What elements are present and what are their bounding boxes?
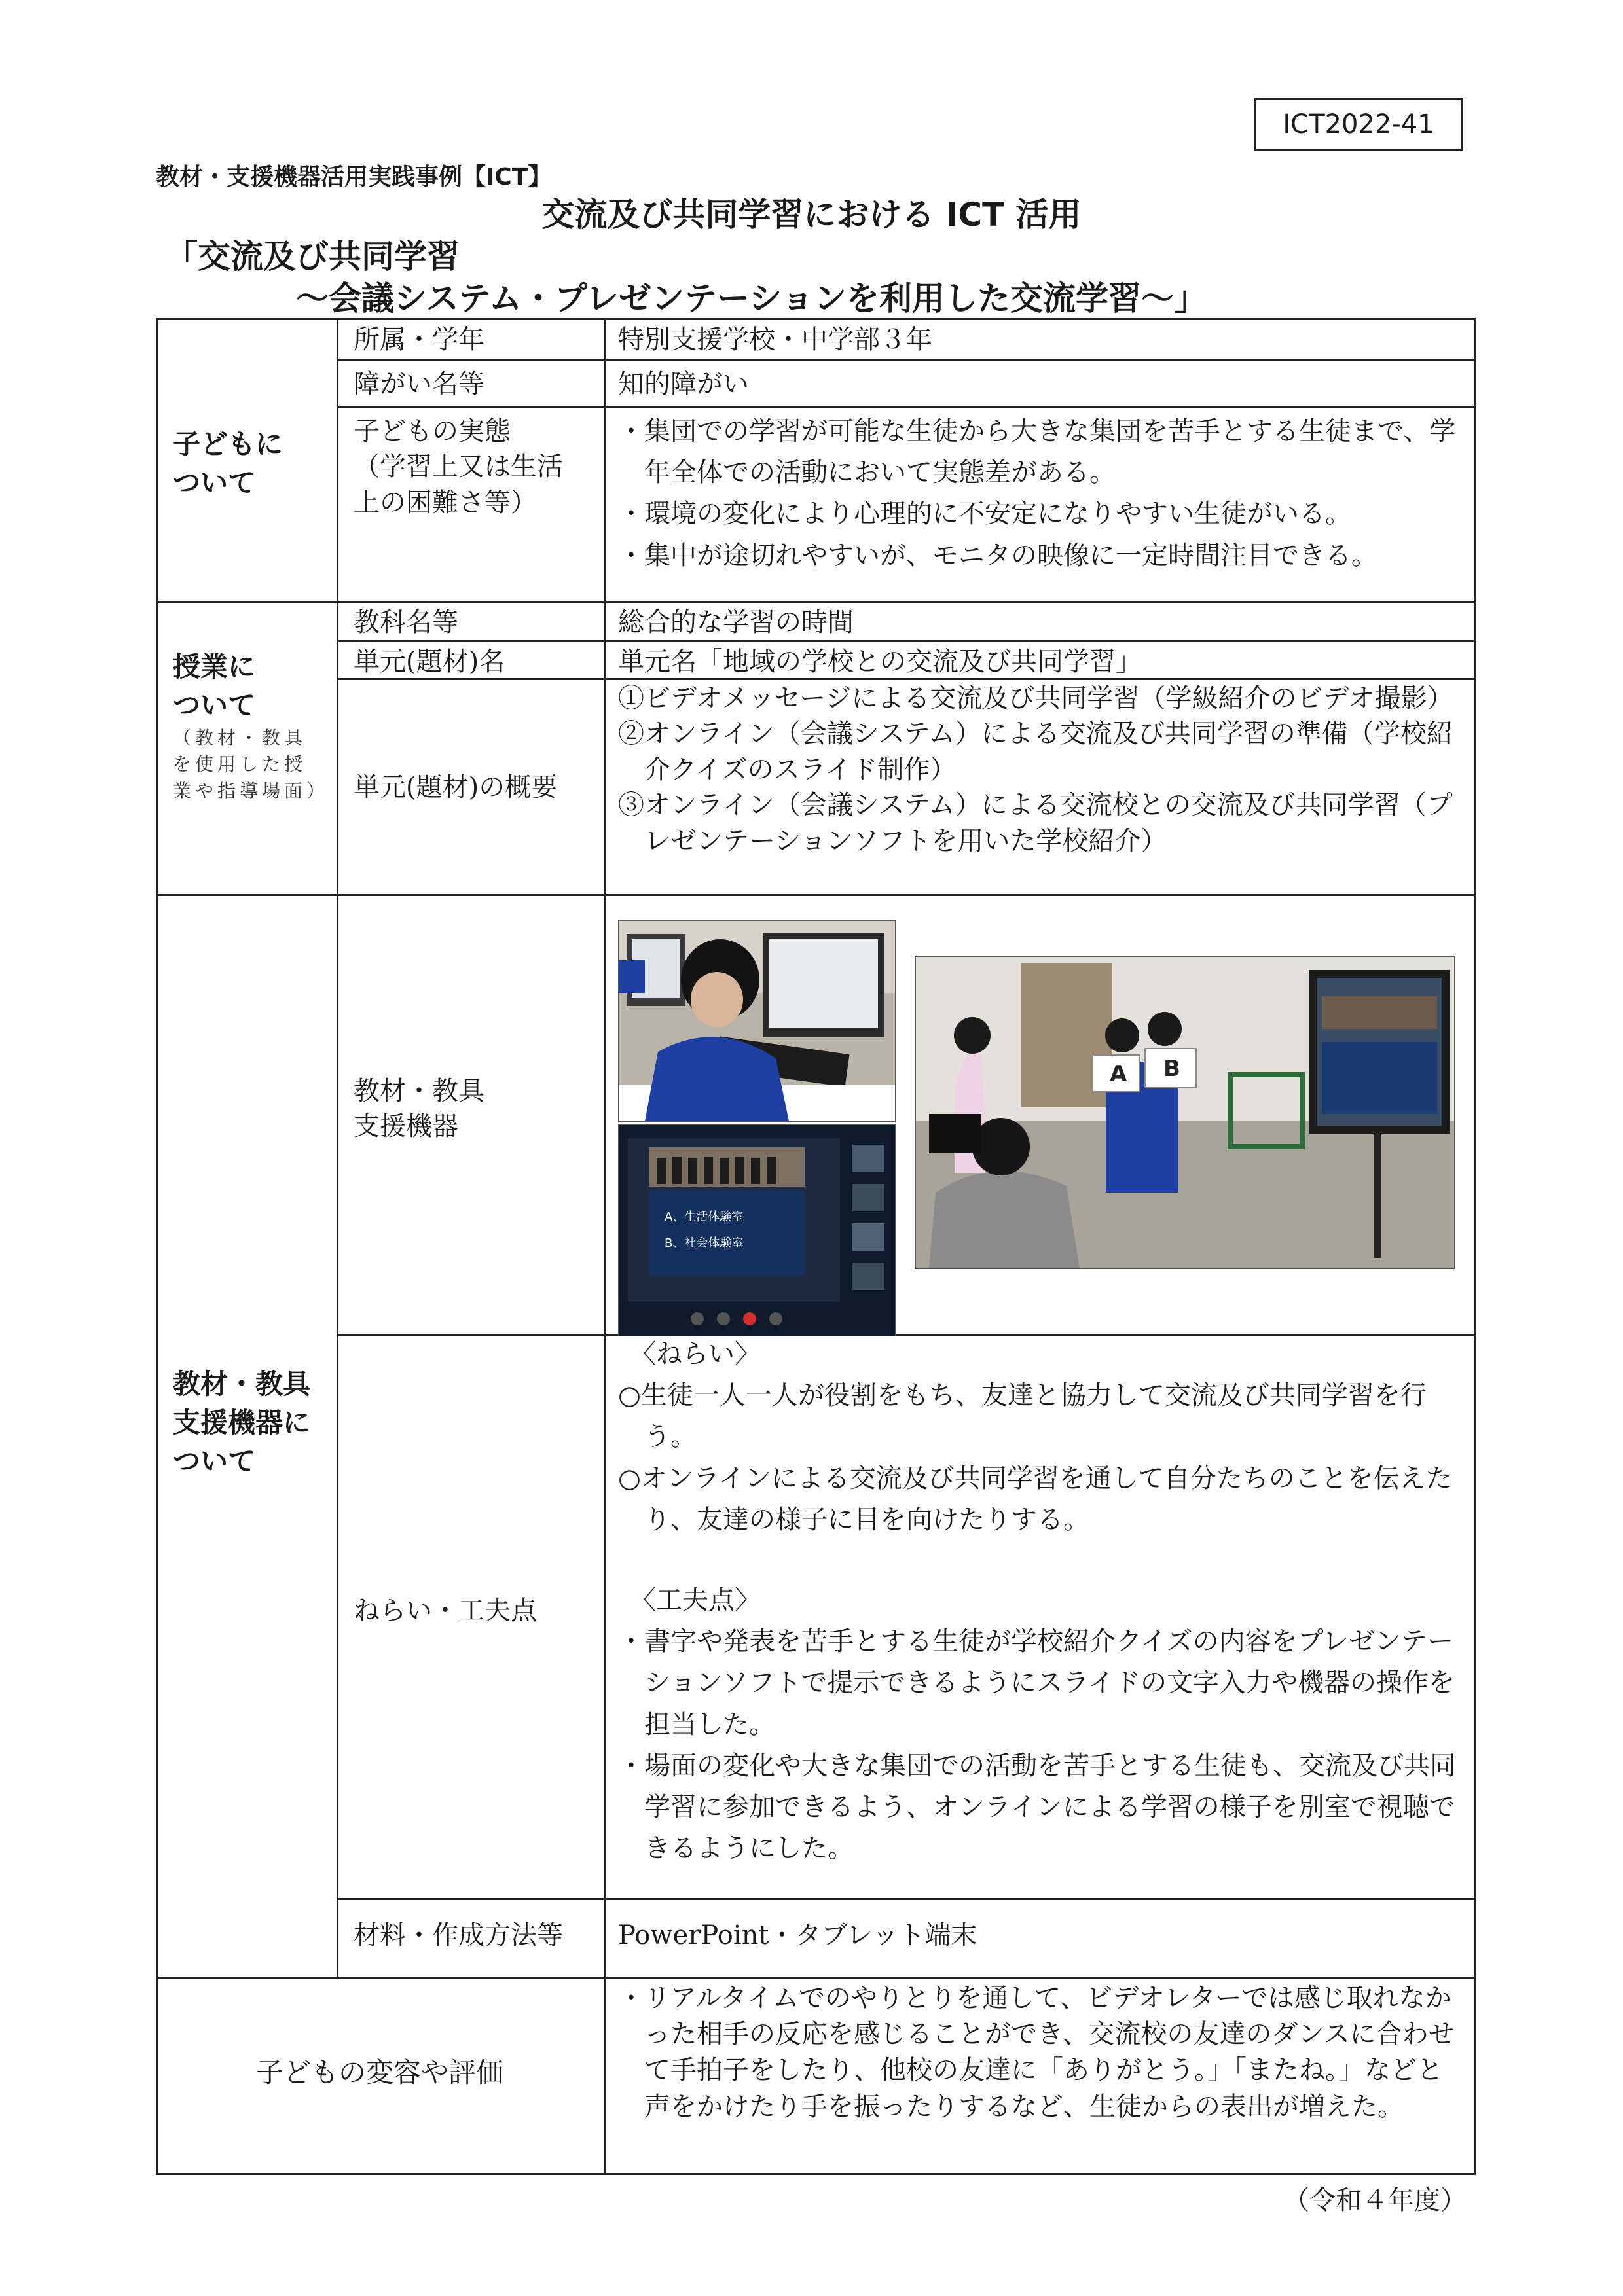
section-materials-heading bbox=[173, 1365, 310, 1480]
footer-era: （令和４年度） bbox=[1283, 2185, 1467, 2215]
equipment-label bbox=[354, 1073, 484, 1145]
overview-item: ③オンライン（会議システム）による交流校との交流及び共同学習（プレゼンテーションソフトを用いた学校紹介） bbox=[618, 790, 1453, 856]
affiliation-value: 特別支援学校・中学部３年 bbox=[618, 325, 932, 355]
state-label-line1: 子どもの実態 bbox=[354, 416, 511, 446]
state-label-line3: 上の困難さ等） bbox=[354, 487, 537, 518]
aims-item: ○オンラインによる交流及び共同学習を通して自分たちのことを伝えたり、友達の様子に目を向けたりする。 bbox=[618, 1463, 1452, 1535]
info-table bbox=[156, 318, 1476, 2173]
document-id: ICT2022-41 bbox=[1254, 98, 1463, 151]
disability-label: 障がい名等 bbox=[354, 369, 484, 399]
state-item: ・集団での学習が可能な生徒から大きな集団を苦手とする生徒まで、学年全体での活動において実態差がある。 bbox=[618, 416, 1456, 488]
section-materials-heading-line1: 教材・教具 bbox=[173, 1368, 311, 1400]
subject-label: 教科名等 bbox=[354, 607, 458, 637]
state-label-line2: （学習上又は生活 bbox=[354, 452, 563, 482]
subtitle-line1: 「交流及び共同学習 bbox=[165, 238, 460, 276]
card-b-label: B bbox=[1163, 1056, 1180, 1082]
photo-video-conference bbox=[618, 1124, 896, 1336]
materials-label: 材料・作成方法等 bbox=[354, 1920, 563, 1950]
state-item: ・集中が途切れやすいが、モニタの映像に一定時間注目できる。 bbox=[618, 540, 1377, 571]
evaluation-heading: 子どもの変容や評価 bbox=[255, 2056, 503, 2089]
photo-student-keyboard-image bbox=[619, 921, 895, 1121]
main-title: 交流及び共同学習における ICT 活用 bbox=[541, 196, 1082, 234]
photo-students-presenting-image bbox=[916, 957, 1454, 1268]
tips-item: ・場面の変化や大きな集団での活動を苦手とする生徒も、交流及び共同学習に参加できるよう、オンラインによる学習の様子を別室で視聴できるようにした。 bbox=[618, 1750, 1456, 1864]
photo-students-presenting bbox=[915, 956, 1455, 1269]
section-lesson-heading-line1: 授業に bbox=[173, 651, 256, 683]
tips-item: ・書字や発表を苦手とする生徒が学校紹介クイズの内容をプレゼンテーションソフトで提示できるようにスライドの文字入力や機器の操作を担当した。 bbox=[618, 1626, 1455, 1740]
section-child-heading-line1: 子どもに bbox=[173, 428, 283, 460]
photo-student-keyboard bbox=[618, 920, 896, 1122]
subject-value: 総合的な学習の時間 bbox=[618, 607, 854, 637]
photo-video-conference-image bbox=[619, 1125, 895, 1336]
state-label bbox=[354, 414, 563, 520]
overview-item: ②オンライン（会議システム）による交流及び共同学習の準備（学校紹介クイズのスライド制作） bbox=[618, 719, 1453, 785]
header-label: 教材・支援機器活用実践事例【ICT】 bbox=[156, 164, 552, 190]
section-child-heading bbox=[173, 425, 283, 503]
section-lesson-note: （教材・教具を使用した授業や指導場面） bbox=[173, 726, 329, 802]
card-a-label: A bbox=[1110, 1061, 1127, 1087]
subtitle-line2: ～会議システム・プレゼンテーションを利用した交流学習～」 bbox=[296, 279, 1207, 317]
evaluation-text bbox=[618, 1981, 1463, 2125]
overview-list bbox=[618, 681, 1463, 859]
aims-label: ねらい・工夫点 bbox=[354, 1596, 537, 1626]
state-item: ・環境の変化により心理的に不安定になりやすい生徒がいる。 bbox=[618, 499, 1351, 529]
section-materials-heading-line2: 支援機器に bbox=[173, 1406, 311, 1439]
section-lesson-heading bbox=[173, 648, 329, 804]
equipment-label-line1: 教材・教具 bbox=[354, 1076, 484, 1106]
unit-value: 単元名「地域の学校との交流及び共同学習」 bbox=[618, 647, 1142, 677]
section-child-heading-line2: ついて bbox=[173, 466, 256, 499]
section-lesson-heading-line2: ついて bbox=[173, 689, 256, 721]
aims-heading: 〈ねらい〉 bbox=[630, 1339, 761, 1369]
equipment-label-line2: 支援機器 bbox=[354, 1111, 458, 1142]
state-list bbox=[618, 411, 1463, 577]
disability-value: 知的障がい bbox=[618, 369, 749, 399]
tips-heading: 〈工夫点〉 bbox=[630, 1585, 761, 1615]
quiz-option-a: A、生活体験室 bbox=[665, 1210, 744, 1224]
section-materials-heading-line3: ついて bbox=[173, 1444, 256, 1477]
aims-content bbox=[618, 1334, 1463, 1869]
evaluation-item: ・リアルタイムでのやりとりを通して、ビデオレターでは感じ取れなかった相手の反応を感じることができ、交流校の友達のダンスに合わせて手拍子をしたり、他校の友達に「ありがとう。」「またね。」などと声をかけたり手を振ったりするなど、生徒からの表出が増えた。 bbox=[618, 1983, 1455, 2122]
overview-item: ①ビデオメッセージによる交流及び共同学習（学級紹介のビデオ撮影） bbox=[618, 683, 1453, 713]
materials-value: PowerPoint・タブレット端末 bbox=[618, 1920, 977, 1950]
quiz-option-b: B、社会体験室 bbox=[665, 1236, 744, 1250]
aims-item: ○生徒一人一人が役割をもち、友達と協力して交流及び共同学習を行う。 bbox=[618, 1380, 1427, 1452]
affiliation-label: 所属・学年 bbox=[354, 325, 484, 355]
overview-label: 単元(題材)の概要 bbox=[354, 772, 558, 802]
unit-label: 単元(題材)名 bbox=[354, 647, 505, 677]
